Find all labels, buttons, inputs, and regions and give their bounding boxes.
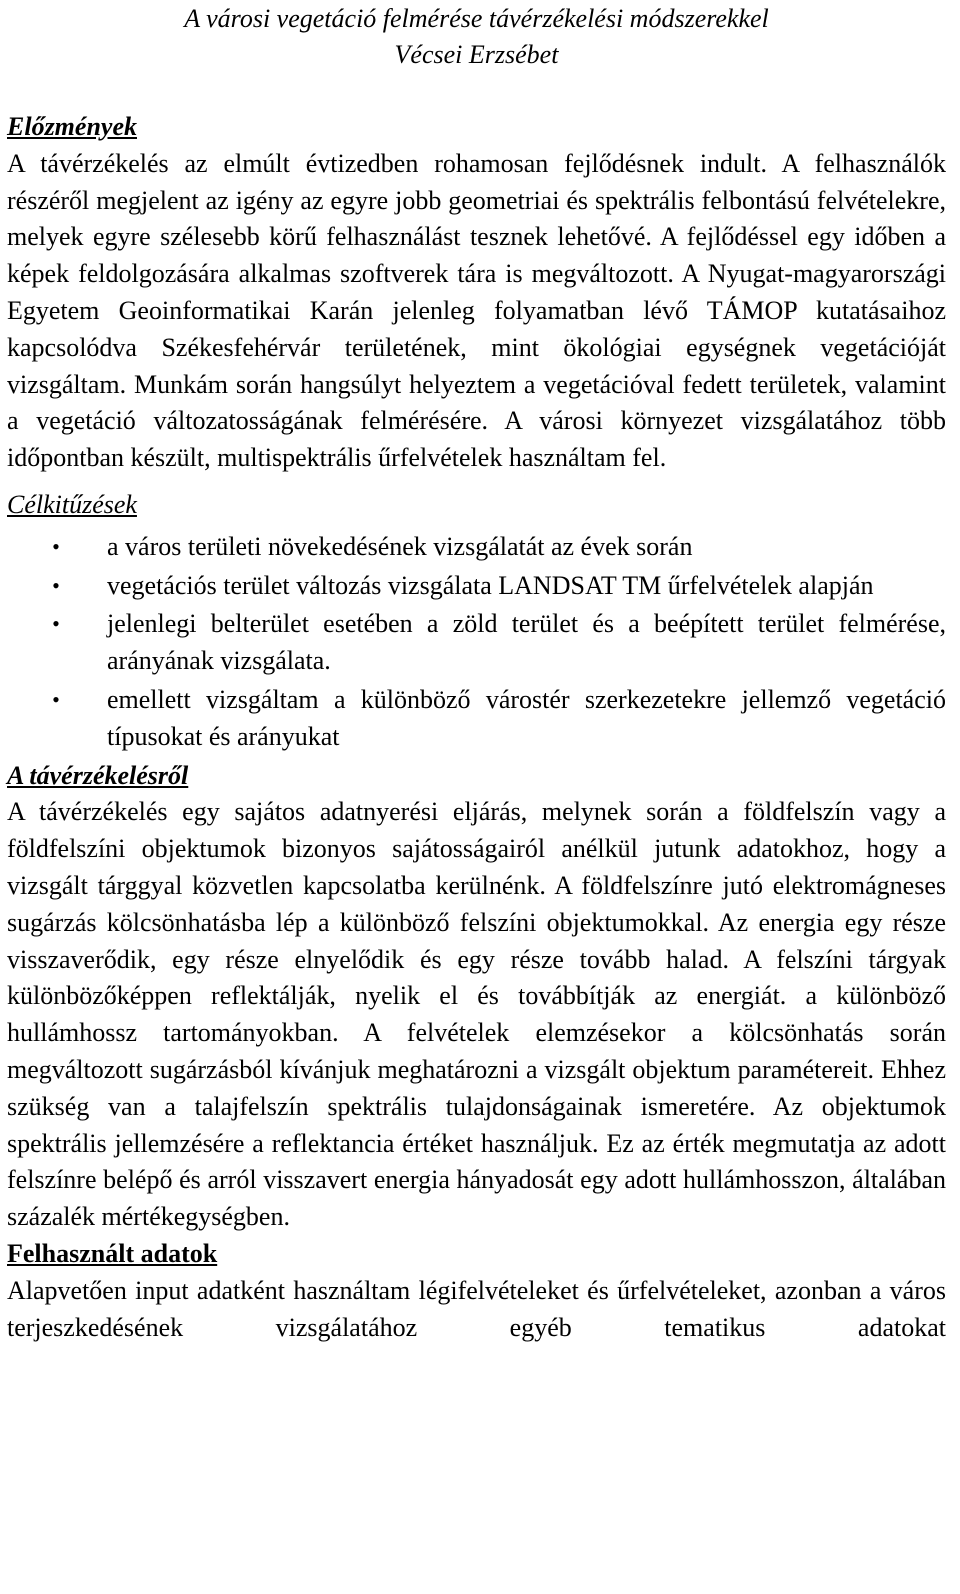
title-block <box>7 0 946 73</box>
section-heading-data-used: Felhasznált adatok <box>7 1238 218 1268</box>
list-item <box>7 606 946 680</box>
list-item-text: jelenlegi belterület esetében a zöld terület és a beépített terület felmérése, arányának vizsgálata. <box>107 609 946 676</box>
paragraph-remote-sensing: A távérzékelés egy sajátos adatnyerési eljárás, melynek során a földfelszín vagy a földfelszíni objektumok bizonyos sajátosságairól anélkül jutunk adatokhoz, hogy a vizsgált tárggyal közvetlen kapcsolatba kerülnénk. A földfelszínre jutó elektromágneses sugárzás kölcsönhatásba lép a különböző felszíni objektumokkal. Az energia egy része visszaverődik, egy része elnyelődik és egy része tovább halad. A felszíni tárgyak különbözőképpen reflektálják, nyelik el és továbbítják az energiát. a különböző hullámhossz tartományokban. A felvételek elemzésekor a kölcsönhatás során megváltozott sugárzásból kívánjuk meghatározni a vizsgált objektum paramétereit. Ehhez szükség van a talajfelszín spektrális tulajdonságainak ismeretére. Az objektumok spektrális jellemzésére a reflektancia értéket használjuk. Ez az érték megmutatja az adott felszínre belépő és arról visszavert energia hányadosát egy adott hullámhosszon, általában százalék mértékegységben. <box>7 797 946 1232</box>
section-heading-remote-sensing: A távérzékelésről <box>7 760 189 790</box>
document-author: Vécsei Erzsébet <box>394 40 559 69</box>
document-title: A városi vegetáció felmérése távérzékelési módszerekkel <box>184 4 769 33</box>
paragraph-background: A távérzékelés az elmúlt évtizedben rohamosan fejlődésnek indult. A felhasználók részéről megjelent az igény az egyre jobb geometriai és spektrális felbontású felvételekre, melyek egyre szélesebb körű felhasználást tesznek lehetővé. A fejlődéssel egy időben a képek feldolgozására alkalmas szoftverek tára is megváltozott. A Nyugat-magyarországi Egyetem Geoinformatikai Karán jelenleg folyamatban lévő TÁMOP kutatásaihoz kapcsolódva Székesfehérvár területének, mint ökológiai egységnek vegetációját vizsgáltam. Munkám során hangsúlyt helyeztem a vegetációval fedett területek, valamint a vegetáció változatosságának felmérésére. A városi környezet vizsgálatához több időpontban készült, multispektrális űrfelvételek használtam fel. <box>7 148 946 473</box>
list-item <box>7 568 946 605</box>
bullet-icon: • <box>52 611 60 637</box>
bullet-icon: • <box>52 686 60 712</box>
section-heading-background: Előzmények <box>7 112 137 141</box>
list-item <box>7 529 946 566</box>
paragraph-data-used: Alapvetően input adatként használtam légifelvételeket és űrfelvételeket, azonban a város terjeszkedésének vizsgálatához egyéb tematikus adatokat <box>7 1275 946 1342</box>
list-item-text: a város területi növekedésének vizsgálatát az évek során <box>107 531 693 561</box>
section-heading-goals: Célkitűzések <box>7 489 137 519</box>
list-item-text: vegetációs terület változás vizsgálata LANDSAT TM űrfelvételek alapján <box>107 570 874 600</box>
goals-list <box>7 529 946 756</box>
bullet-icon: • <box>52 572 60 598</box>
list-item-text: emellett vizsgáltam a különböző várostér szerkezetekre jellemző vegetáció típusokat és arányukat <box>107 684 946 751</box>
bullet-icon: • <box>52 533 60 559</box>
list-item <box>7 682 946 756</box>
